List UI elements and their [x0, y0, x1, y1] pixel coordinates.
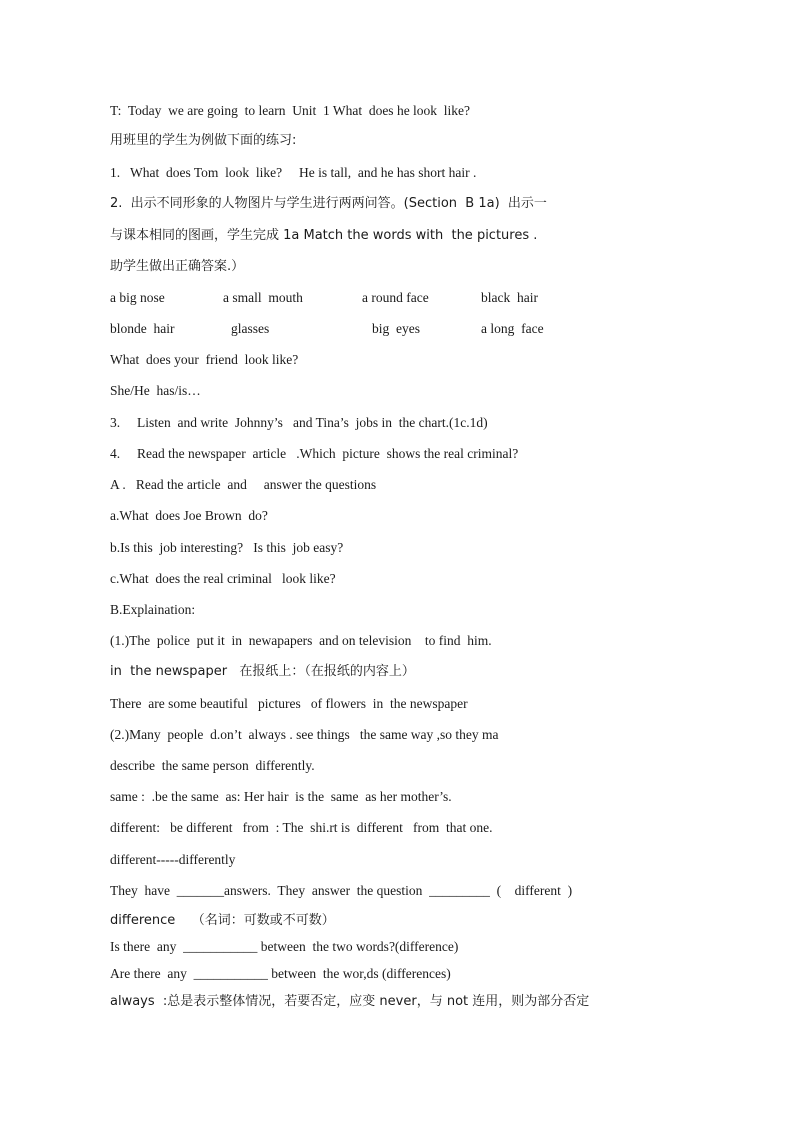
explanation-2-cont: describe the same person differently.: [110, 758, 315, 773]
phrase-note: in the newspaper 在报纸上：（在报纸的内容上）: [110, 664, 415, 679]
part-a: A . Read the article and answer the questions: [110, 477, 377, 492]
exercise-2-cont-2: 助学生做出正确答案.）: [110, 259, 245, 274]
question-line: What does your friend look like?: [110, 352, 299, 367]
intro-line: T: Today we are going to learn Unit 1 What does he look like?: [110, 103, 471, 118]
vocab-item: a round face: [362, 290, 429, 305]
vocab-row-2: [110, 320, 710, 338]
answer-pattern: She/He has/is…: [110, 383, 201, 398]
instruction-line: 用班里的学生为例做下面的练习:: [110, 133, 297, 148]
exercise-1: 1. What does Tom look like? He is tall, and he has short hair .: [110, 165, 477, 180]
vocab-item: blonde hair: [110, 321, 175, 336]
part-b: B.Explaination:: [110, 602, 196, 617]
different-note: different: be different from : The shi.rt is different from that one.: [110, 820, 493, 835]
exercise-2: 2. 出示不同形象的人物图片与学生进行两两问答。(Section B 1a) 出示一: [110, 196, 547, 211]
difference-note: difference （名词：可数或不可数）: [110, 913, 335, 928]
explanation-2: (2.)Many people d.on’t always . see things the same way ,so they ma: [110, 727, 499, 742]
vocab-item: a big nose: [110, 290, 165, 305]
vocab-item: black hair: [481, 290, 538, 305]
always-note: always :总是表示整体情况，若要否定，应变 never，与 not 连用，则为部分否定: [110, 994, 590, 1009]
example-sentence: There are some beautiful pictures of flowers in the newspaper: [110, 696, 468, 711]
exercise-3: 3. Listen and write Johnny’s and Tina’s jobs in the chart.(1c.1d): [110, 415, 488, 430]
exercise-4: 4. Read the newspaper article .Which picture shows the real criminal?: [110, 446, 519, 461]
fill-blank-3: Are there any ___________ between the wor,ds (differences): [110, 966, 451, 981]
vocab-item: glasses: [231, 321, 270, 336]
same-note: same : .be the same as: Her hair is the same as her mother’s.: [110, 789, 452, 804]
question-b: b.Is this job interesting? Is this job easy?: [110, 540, 344, 555]
question-c: c.What does the real criminal look like?: [110, 571, 336, 586]
explanation-1: (1.)The police put it in newapapers and on television to find him.: [110, 633, 492, 648]
vocab-item: big eyes: [372, 321, 420, 336]
vocab-item: a small mouth: [223, 290, 303, 305]
fill-blank-1: They have _______answers. They answer the question _________ ( different ): [110, 883, 573, 898]
exercise-2-cont: 与课本相同的图画，学生完成 1a Match the words with the pictures .: [110, 228, 538, 243]
question-a: a.What does Joe Brown do?: [110, 508, 268, 523]
fill-blank-2: Is there any ___________ between the two words?(difference): [110, 939, 459, 954]
word-form: different-----differently: [110, 852, 236, 867]
vocab-row-1: [110, 289, 710, 307]
vocab-item: a long face: [481, 321, 544, 336]
